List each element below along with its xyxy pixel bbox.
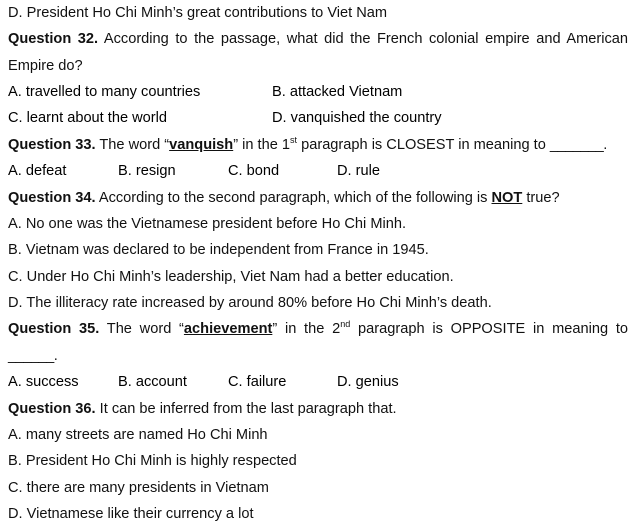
question-34-stem-post: true? (522, 189, 560, 206)
question-33-stem-mid: ” in the 1 (233, 136, 290, 153)
question-34-option-d[interactable]: D. The illiteracy rate increased by around 80% before Ho Chi Minh’s death. (8, 295, 492, 312)
question-32-options-row-1 (8, 82, 632, 102)
question-32-options-row-2 (8, 108, 632, 128)
question-34-stem-pre: According to the second paragraph, which of the following is (98, 189, 492, 206)
question-35-stem-mid: ” in the 2 (272, 321, 341, 338)
question-35-blank: ______ (8, 347, 54, 364)
question-34-option-b[interactable]: B. Vietnam was declared to be independent from France in 1945. (8, 242, 429, 259)
question-32-option-d[interactable]: D. vanquished the country (272, 110, 442, 127)
question-36-stem (8, 399, 630, 419)
question-33-option-b[interactable]: B. resign (118, 163, 176, 180)
question-36-option-d[interactable]: D. Vietnamese like their currency a lot (8, 506, 254, 522)
question-35-options-row (8, 372, 632, 392)
question-35-label: Question 35. (8, 321, 100, 338)
question-33-option-d[interactable]: D. rule (337, 163, 380, 180)
question-35-keyword: achievement (183, 321, 273, 338)
question-33-keyword: vanquish (169, 136, 234, 153)
question-36-option-c[interactable]: C. there are many presidents in Vietnam (8, 479, 269, 496)
question-33-option-c[interactable]: C. bond (228, 163, 280, 180)
question-35-option-b[interactable]: B. account (118, 374, 187, 391)
question-34-keyword: NOT (491, 189, 523, 206)
question-36-option-a[interactable]: A. many streets are named Ho Chi Minh (8, 426, 268, 443)
question-33-stem-pre: The word “ (99, 136, 170, 153)
question-35-stem-post: paragraph is OPPOSITE in meaning to (350, 321, 628, 338)
question-32-stem-line-2: Empire do? (8, 57, 83, 74)
question-33-option-a[interactable]: A. defeat (8, 163, 67, 180)
question-36-label: Question 36. (8, 400, 96, 417)
question-33-stem (8, 135, 630, 155)
question-34-stem (8, 188, 630, 208)
question-35-option-a[interactable]: A. success (8, 374, 79, 391)
question-33-label: Question 33. (8, 136, 96, 153)
question-35-option-c[interactable]: C. failure (228, 374, 287, 391)
question-35-stem-pre: The word “ (106, 321, 184, 338)
question-35-ordinal-suffix: nd (340, 319, 351, 330)
question-32-option-a[interactable]: A. travelled to many countries (8, 84, 201, 101)
question-36-stem-body: It can be inferred from the last paragraph that. (99, 400, 397, 417)
question-32-label: Question 32. (8, 31, 99, 48)
question-35-stem-line-2 (8, 346, 630, 366)
question-33-blank: _______ (549, 136, 604, 153)
spacer (99, 321, 107, 337)
question-33-stem-post: paragraph is CLOSEST in meaning to (297, 136, 550, 153)
question-33-ordinal-suffix: st (290, 134, 298, 145)
question-35-stem-line-1 (8, 319, 628, 339)
option-line: D. President Ho Chi Minh’s great contributions to Viet Nam (8, 5, 388, 21)
question-35-stem-end: . (53, 347, 58, 364)
question-33-stem-end: . (603, 136, 608, 153)
question-34-option-c[interactable]: C. Under Ho Chi Minh’s leadership, Viet Nam had a better education. (8, 268, 454, 285)
question-36-option-b[interactable]: B. President Ho Chi Minh is highly respected (8, 453, 297, 470)
question-35-option-d[interactable]: D. genius (337, 374, 399, 391)
question-34-label: Question 34. (8, 189, 96, 206)
question-32-option-c[interactable]: C. learnt about the world (8, 110, 167, 127)
question-32-option-b[interactable]: B. attacked Vietnam (272, 84, 403, 101)
question-33-options-row (8, 161, 632, 181)
question-32-stem-body: According to the passage, what did the French colonial empire and American (103, 31, 628, 48)
question-32-stem-line-1 (8, 29, 628, 49)
question-34-option-a[interactable]: A. No one was the Vietnamese president before Ho Chi Minh. (8, 215, 407, 232)
